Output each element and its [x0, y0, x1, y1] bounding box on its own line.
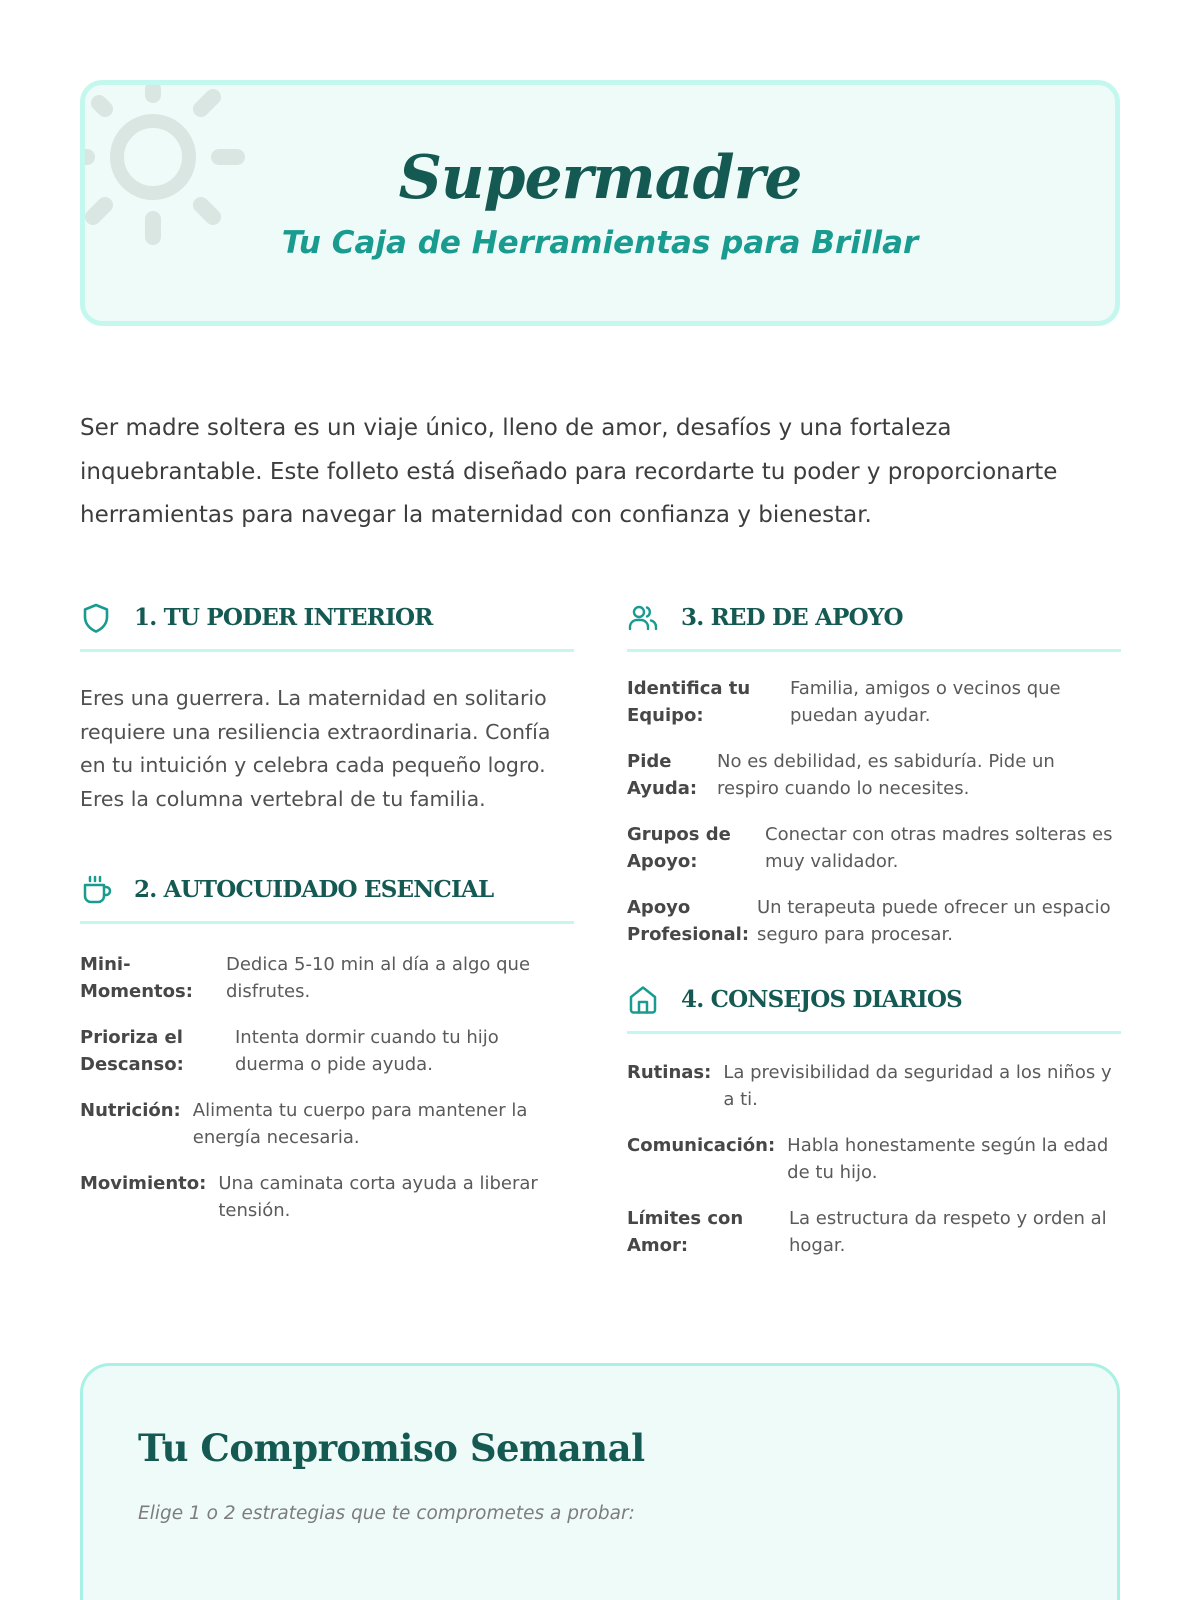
item-value: Familia, amigos o vecinos que puedan ayudar. — [790, 678, 1061, 726]
list-item — [80, 952, 574, 1005]
commitment-box — [80, 1363, 1120, 1600]
list-item — [80, 1025, 574, 1078]
section-red-de-apoyo — [627, 596, 1121, 948]
item-value: Conectar con otras madres solteras es muy validador. — [765, 824, 1113, 872]
item-key: Prioriza el Descanso: — [80, 1027, 184, 1075]
item-key: Nutrición: — [80, 1100, 181, 1121]
header-banner — [80, 80, 1120, 326]
section-title: 3. RED DE APOYO — [681, 604, 903, 631]
item-value: La previsibilidad da seguridad a los niños y a ti. — [723, 1062, 1112, 1110]
section-title: 4. CONSEJOS DIARIOS — [681, 986, 962, 1013]
item-value: Una caminata corta ayuda a liberar tensión. — [218, 1173, 538, 1221]
section-header — [80, 596, 574, 652]
coffee-cup-icon — [80, 874, 112, 906]
item-value: La estructura da respeto y orden al hogar. — [789, 1208, 1107, 1256]
list-item — [627, 1133, 1121, 1186]
item-key: Movimiento: — [80, 1173, 207, 1194]
users-icon — [627, 602, 659, 634]
item-key: Apoyo Profesional: — [627, 897, 750, 945]
item-key: Identifica tu Equipo: — [627, 678, 751, 726]
right-column — [627, 596, 1121, 1279]
section-autocuidado — [80, 868, 574, 1224]
item-key: Grupos de Apoyo: — [627, 824, 731, 872]
item-value: Intenta dormir cuando tu hijo duerma o pide ayuda. — [235, 1027, 499, 1075]
item-list — [80, 952, 574, 1224]
item-list — [627, 676, 1121, 948]
section-consejos-diarios — [627, 978, 1121, 1259]
list-item — [80, 1171, 574, 1224]
section-text: Eres una guerrera. La maternidad en solitario requiere una resiliencia extraordinaria. Confía en tu intuición y celebra cada pequeño logro. Eres la columna vertebral de tu familia. — [80, 686, 551, 811]
section-poder-interior — [80, 596, 574, 816]
page-title: Supermadre — [398, 143, 802, 213]
list-item — [627, 822, 1121, 875]
section-title: 1. TU PODER INTERIOR — [134, 604, 433, 631]
list-item — [627, 749, 1121, 802]
item-key: Pide Ayuda: — [627, 751, 698, 799]
section-title: 2. AUTOCUIDADO ESENCIAL — [134, 876, 494, 903]
shield-icon — [80, 602, 112, 634]
left-column — [80, 596, 574, 1244]
list-item — [627, 1060, 1121, 1113]
item-value: Dedica 5-10 min al día a algo que disfrutes. — [226, 954, 531, 1002]
section-header — [627, 596, 1121, 652]
item-list — [627, 1060, 1121, 1259]
home-icon — [627, 984, 659, 1016]
item-value: Un terapeuta puede ofrecer un espacio seguro para procesar. — [757, 897, 1111, 945]
list-item — [80, 1098, 574, 1151]
item-value: No es debilidad, es sabiduría. Pide un respiro cuando lo necesites. — [717, 751, 1055, 799]
commitment-subtitle: Elige 1 o 2 estrategias que te comprometes a probar: — [138, 1503, 635, 1524]
item-key: Rutinas: — [627, 1062, 712, 1083]
item-value: Alimenta tu cuerpo para mantener la energía necesaria. — [192, 1100, 528, 1148]
item-value: Habla honestamente según la edad de tu hijo. — [787, 1135, 1109, 1183]
item-key: Comunicación: — [627, 1135, 776, 1156]
list-item — [627, 1206, 1121, 1259]
section-header — [627, 978, 1121, 1034]
item-key: Límites con Amor: — [627, 1208, 744, 1256]
list-item — [627, 676, 1121, 729]
page-subtitle: Tu Caja de Herramientas para Brillar — [281, 225, 919, 261]
section-header — [80, 868, 574, 924]
commitment-title: Tu Compromiso Semanal — [138, 1426, 645, 1470]
list-item — [627, 895, 1121, 948]
intro-paragraph: Ser madre soltera es un viaje único, lleno de amor, desafíos y una fortaleza inquebrantable. Este folleto está diseñado para recordarte tu poder y proporcionarte herramientas para navegar la maternidad con confianza y bienestar. — [80, 415, 1058, 528]
item-key: Mini-Momentos: — [80, 954, 193, 1002]
